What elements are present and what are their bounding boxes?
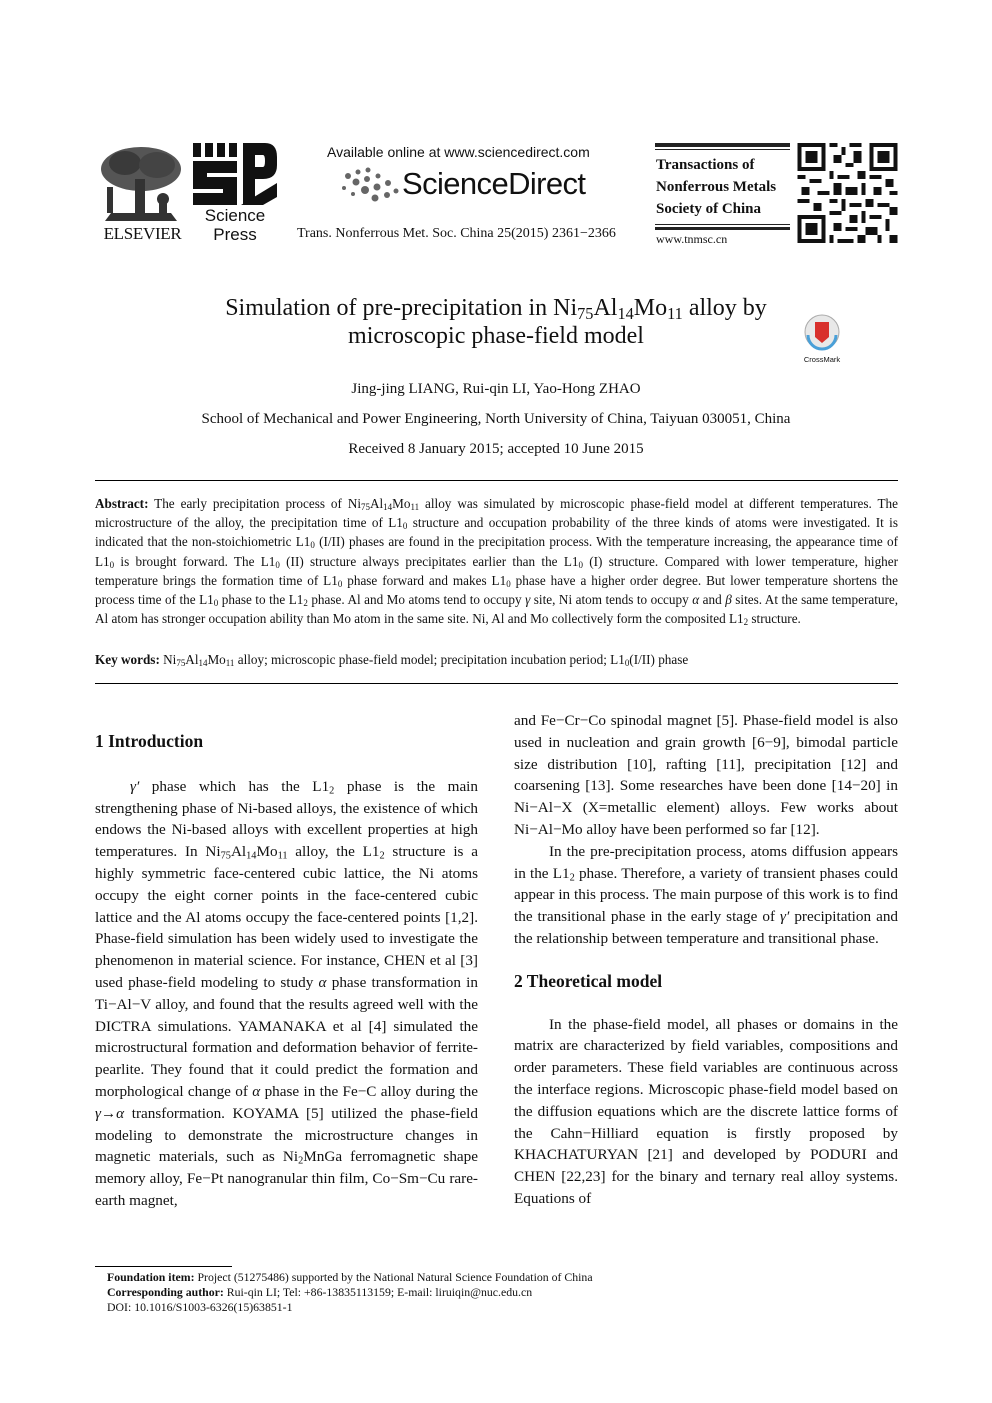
intro-greek: α: [252, 1082, 261, 1100]
title-part: alloy by: [682, 295, 767, 321]
abstract-text: structure.: [748, 611, 801, 627]
title-part: Mo: [633, 295, 668, 321]
title-line-2: microscopic phase-field model: [348, 323, 644, 349]
intro-sub: 2: [298, 1155, 304, 1167]
title-sub: 14: [617, 304, 634, 324]
footnote-foundation: [107, 1270, 887, 1285]
abstract: [95, 494, 898, 628]
abstract-text: alloy was simulated by microscopic phase-field model at different temperatures. The microstructure of the alloy, the precipitation time of L1: [95, 496, 898, 531]
footnote-label: Foundation item:: [107, 1270, 195, 1284]
sciencedirect-dots-icon: [340, 166, 400, 204]
intro-greek: α: [318, 973, 327, 991]
received-dates: Received 8 January 2015; accepted 10 June 2015: [348, 441, 644, 457]
abstract-text: is brought forward. The L1: [114, 553, 276, 569]
abstract-text: Mo: [392, 496, 411, 511]
intro-text: structure is a highly symmetric face-centered cubic lattice, the Ni atoms occupy the eight corner points in the face-centered cubic lattice and the Al atoms occupy the face-centered points [1,2]. Phase-field simulation has been widely used to investigate the phenomenon in material science. For instance, CHEN et al [3] used phase-field modeling to study: [95, 843, 478, 991]
elsevier-wordmark: ELSEVIER: [103, 224, 182, 243]
intro-sub: 2: [329, 785, 335, 797]
abstract-sub: 0: [506, 579, 511, 590]
affiliation: School of Mechanical and Power Engineering, North University of China, Taiyuan 030051, China: [201, 411, 791, 427]
keywords-sub: 75: [176, 658, 186, 669]
qr-code-icon[interactable]: [797, 143, 898, 243]
footnote-text: Project (51275486) supported by the National Natural Science Foundation of China: [194, 1270, 593, 1284]
abstract-text: (I) structure. Compared with lower temperature, higher temperature brings the formation time of L1: [95, 553, 898, 588]
intro-text: Mo: [256, 843, 278, 861]
abstract-text: (I/II) phases are found in the precipitation process. With the temperature increasing, the appearance time of L1: [95, 534, 898, 569]
keywords-sub: 0: [624, 658, 630, 669]
keywords-text: alloy; microscopic phase-field model; precipitation incubation period; L1: [234, 652, 625, 667]
journal-citation: Trans. Nonferrous Met. Soc. China 25(2015) 2361−2366: [297, 226, 616, 241]
intro-greek: γ′: [780, 908, 790, 926]
abstract-text: and: [699, 592, 726, 608]
abstract-sub: 0: [578, 559, 583, 570]
article-title: [150, 294, 842, 350]
abstract-sub: 0: [109, 559, 115, 570]
keywords-sub: 11: [225, 658, 235, 669]
authors: Jing-jing LIANG, Rui-qin LI, Yao-Hong ZHAO: [351, 381, 641, 397]
intro-greek: γ→α: [95, 1104, 125, 1122]
intro-text: phase in the Fe−C alloy during the: [260, 1082, 479, 1100]
crossmark-icon: [800, 313, 844, 351]
intro-sub: 75: [220, 850, 231, 862]
science-press-line-1: Science: [204, 206, 266, 225]
abstract-text: phase. Al and Mo atoms tend to occupy: [307, 592, 526, 608]
abstract-text: site, Ni atom tends to occupy: [530, 592, 693, 608]
section-heading-introduction: 1 Introduction: [95, 731, 204, 751]
abstract-greek: β: [725, 592, 732, 608]
intro-sub: 11: [277, 850, 288, 862]
right-column: [514, 710, 898, 1210]
divider-top: [95, 480, 898, 481]
keywords-text: Ni: [159, 652, 177, 667]
abstract-label: Abstract:: [95, 496, 149, 511]
theory-paragraph-1: In the phase-field model, all phases or domains in the matrix are characterized by field variables, compositions and order parameters. These field variables are continuous across the interface regions. Microscopic phase-field model based on the diffusion equations which are the discrete lattice forms of the Cahn−Hilliard equation is firstly proposed by KHACHATURYAN [21] and developed by PODURI and CHEN [22,23] for the binary and ternary real alloy systems. Equations of: [514, 1015, 898, 1207]
journal-bar-top-thin: [655, 149, 790, 150]
abstract-sub: 11: [410, 502, 420, 513]
section-heading-theoretical-model: 2 Theoretical model: [514, 970, 663, 991]
footnote-corresponding: [107, 1285, 887, 1300]
title-sub: 75: [577, 304, 594, 324]
left-column: [95, 731, 478, 1212]
sciencedirect-wordmark: ScienceDirect: [402, 166, 586, 201]
abstract-text: phase forward and makes L1: [342, 572, 507, 588]
abstract-text: (II) structure always precipitates earlier than the L1: [279, 553, 579, 569]
keywords-label: Key words:: [95, 652, 160, 667]
abstract-sub: 2: [303, 598, 308, 609]
abstract-text: phase to the L1: [218, 592, 304, 608]
intro-sub: 2: [379, 850, 385, 862]
journal-name: [656, 154, 796, 220]
intro-text: alloy, the L1: [287, 843, 380, 861]
abstract-sub: 75: [361, 502, 370, 513]
abstract-text: The early precipitation process of Ni: [148, 496, 362, 511]
journal-bar-top: [655, 143, 790, 147]
footnote-rule: [95, 1266, 232, 1267]
abstract-sub: 0: [402, 521, 408, 532]
intro-paragraph-1: [95, 776, 478, 1212]
abstract-sub: 0: [337, 579, 343, 590]
abstract-sub: 14: [383, 502, 393, 513]
intro-text: Al: [230, 843, 247, 861]
journal-url-link[interactable]: www.tnmsc.cn: [656, 232, 728, 246]
footnote-label: Corresponding author:: [107, 1285, 224, 1299]
title-sub: 11: [667, 304, 683, 324]
title-part: Simulation of pre-precipitation in Ni: [225, 295, 578, 321]
keywords-text: Mo: [207, 652, 226, 667]
intro-text: In the pre-precipitation process, atoms diffusion appears in the L1: [514, 842, 898, 882]
keywords-sub: 14: [198, 658, 208, 669]
abstract-text: sites. At the same temperature, Al atom has stronger occupation ability than Mo atom in the same site. Ni, Al and Mo collectively form the composited L1: [95, 592, 898, 627]
journal-name-line-3: Society of China: [656, 201, 761, 217]
intro-sub: 14: [246, 850, 257, 862]
science-press-line-2: Press: [213, 225, 257, 244]
footnote-doi: DOI: 10.1016/S1003-6326(15)63851-1: [107, 1300, 293, 1314]
keywords-text: Al: [185, 652, 199, 667]
intro-text: phase is the main strengthening phase of Ni-based alloys, the existence of which endows the Ni-based alloys with excellent properties at high temperatures. In Ni: [95, 777, 478, 861]
footnote-text: Rui-qin LI; Tel: +86-13835113159; E-mail: liruiqin@nuc.edu.cn: [223, 1285, 533, 1299]
intro-text: phase transformation in Ti−Al−V alloy, and found that the results agreed well with the DICTRA simulations. YAMANAKA et al [4] simulated the microstructural formation and deformation behavior of ferrite-pearlite. They found that it could predict the formation and morphological change of: [95, 973, 478, 1100]
intro-text: transformation. KOYAMA [5] utilized the phase-field modeling to demonstrate the microstructure changes in magnetic materials, such as Ni: [95, 1104, 478, 1166]
journal-name-line-1: Transactions of: [656, 157, 755, 173]
available-online-link[interactable]: Available online at www.sciencedirect.com: [327, 144, 590, 160]
keywords: [95, 650, 898, 669]
intro-sub: 2: [569, 872, 575, 884]
abstract-sub: 2: [743, 617, 749, 628]
abstract-greek: γ: [525, 592, 531, 608]
science-press-wordmark: [193, 206, 277, 244]
intro-text: phase. Therefore, a variety of transient phases could appear in this process. The main purpose of this work is to find the transitional phase in the early stage of: [514, 864, 898, 926]
divider-bottom: [95, 683, 898, 684]
abstract-sub: 0: [275, 559, 280, 570]
journal-bar-bottom-thin: [655, 224, 790, 225]
intro-greek: γ′: [129, 777, 140, 795]
intro-paragraph-2: [514, 841, 898, 950]
elsevier-tree-logo: [95, 143, 187, 223]
abstract-text: structure and occupation probability of the three kinds of atoms were investigated. It is indicated that the non-stoichiometric L1: [95, 515, 898, 550]
intro-text: precipitation and the relationship between temperature and transitional phase.: [514, 908, 899, 947]
science-press-logo: [193, 143, 277, 205]
abstract-text: Al: [369, 496, 384, 511]
intro-text: phase which has the L1: [139, 777, 330, 795]
title-part: Al: [593, 295, 618, 321]
abstract-sub: 0: [213, 598, 219, 609]
crossmark-badge[interactable]: [800, 313, 844, 364]
crossmark-label: CrossMark: [803, 355, 841, 364]
abstract-greek: α: [692, 592, 700, 608]
abstract-text: phase have a higher order degree. But lower temperature shortens the process time of the L1: [95, 572, 898, 608]
journal-bar-bottom: [655, 227, 790, 230]
journal-name-line-2: Nonferrous Metals: [656, 179, 777, 195]
intro-text: MnGa ferromagnetic shape memory alloy, Fe−Pt nanogranular thin film, Co−Sm−Cu rare-earth magnet,: [95, 1148, 478, 1209]
keywords-text: (I/II) phase: [629, 652, 689, 667]
abstract-sub: 0: [310, 540, 315, 551]
intro-paragraph-1-cont: and Fe−Cr−Co spinodal magnet [5]. Phase-field model is also used in nucleation and grain growth [6−9], bimodal particle size distribution [10], rafting [11], precipitation [12] and coarsening [13]. Some researches have been done [14−20] in Ni−Al−X (X=metallic element) alloys. Few works about Ni−Al−Mo alloy have been performed so far [12].: [514, 712, 898, 838]
